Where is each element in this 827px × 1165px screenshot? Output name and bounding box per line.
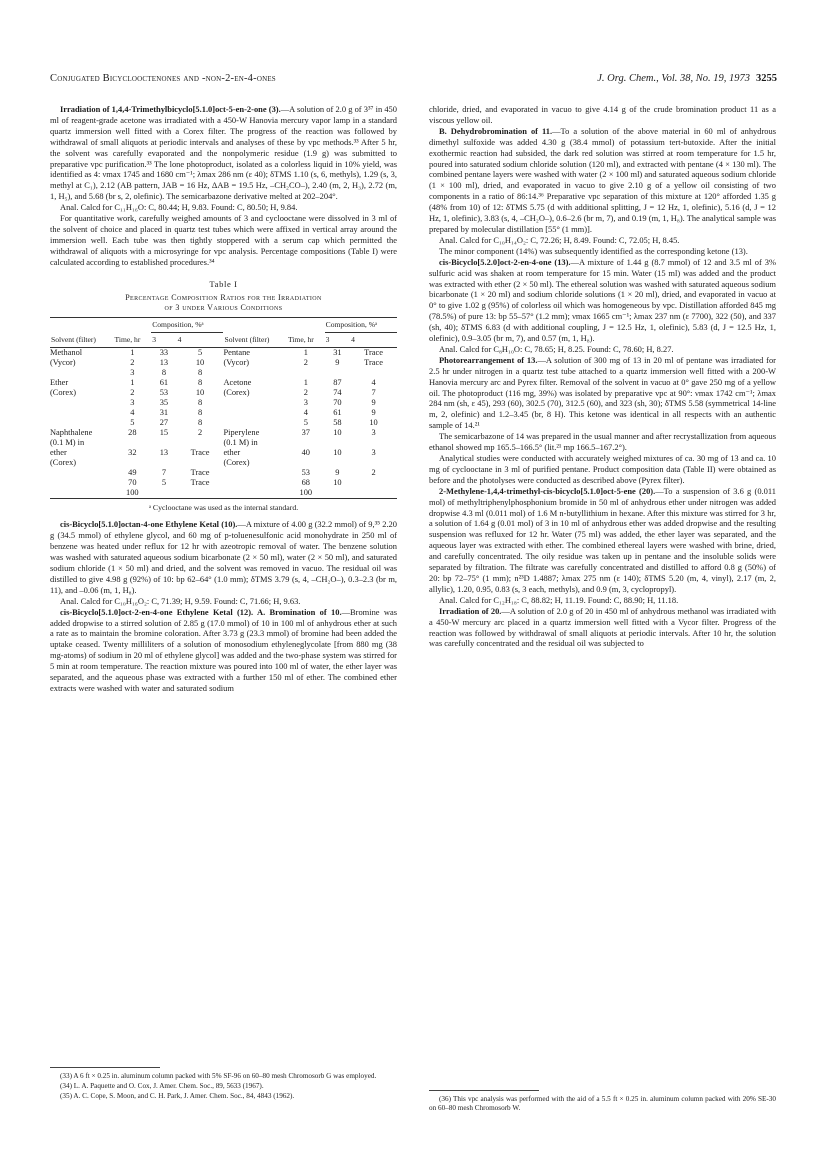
col-3-2: 3 (325, 332, 350, 347)
right-column (429, 104, 776, 649)
col-time: Time, hr (113, 317, 151, 347)
table-row (50, 347, 397, 358)
table-row (50, 448, 397, 458)
table-cell: 13 (159, 447, 169, 457)
table-cell (50, 418, 113, 428)
table-cell: 9 (371, 407, 376, 417)
table-cell: Acetone (223, 377, 252, 387)
table-cell (350, 488, 397, 499)
table-cell: 27 (159, 417, 169, 427)
table-row (50, 398, 397, 408)
composition-table (50, 317, 397, 499)
table-cell: Trace (364, 357, 383, 367)
table-cell (350, 478, 397, 488)
section-heading: Irradiation of 1,4,4-Trimethylbicyclo[5.1.0]oct-5-en-2-one (3). (60, 104, 281, 114)
table-cell (223, 408, 286, 418)
table-cell: 49 (128, 467, 137, 477)
col-solvent-2: Solvent (filter) (223, 317, 286, 347)
page-number: 3255 (756, 73, 777, 84)
paragraph-irradiation-20 (429, 606, 776, 650)
table-cell: 3 (130, 397, 135, 407)
table-cell: 53 (301, 467, 310, 477)
paragraph-ketone-13 (429, 257, 776, 344)
col-composition: Composition, %ᵃ (151, 317, 223, 332)
table-cell (223, 488, 286, 499)
table-cell: Piperylene (223, 427, 260, 437)
table-cell (177, 458, 224, 468)
table-body (50, 347, 397, 498)
footnotes-right (429, 1090, 776, 1114)
paragraph-methylene-20 (429, 486, 776, 595)
table-cell: 15 (159, 427, 169, 437)
table-cell: (Corex) (50, 457, 77, 467)
table-cell: 8 (197, 367, 203, 377)
table-cell: 9 (371, 397, 376, 407)
table-cell: 3 (371, 427, 376, 437)
table-cell (223, 398, 286, 408)
table-cell: 61 (159, 377, 169, 387)
table-row (50, 438, 397, 448)
paragraph-photorearrangement (429, 355, 776, 431)
table-cell: 4 (303, 407, 308, 417)
paragraph-analytical: Analytical studies were conducted with accurately weighed mixtures of ca. 30 mg of 13 and ca. 10 mg of cyclooctane in 3 ml of purified pentane. Product composition data (Table II) were obtained as before and the photolyses were conducted as described above (Pyrex filter). (429, 453, 776, 485)
footnotes-left (50, 1067, 397, 1102)
section-body: —To a solution of the above material in 60 ml of anhydrous dimethyl sulfoxide was added 4.30 g (38.4 mmol) of potassium tert-butoxide. After the initial exothermic reaction had subsided, the dark red solution was stirred at room temperature for 1.5 hr, poured into saturated sodium chloride solution (120 ml), and extracted with pentane (4 × 130 ml). The combined pentane layers were washed with water (2 × 100 ml) and saturated aqueous sodium chloride (1 × 100 ml), dried, and evaporated in vacuo to give 2.10 g of a yellow oil consisting of two components in a ratio of 86:14.³⁶ Preparative vpc separation of this mixture at 120° afforded 1.35 g (48% from 10) of 12: δTMS 5.75 (d with additional splitting, J = 12 Hz, 1, olefinic), 5.16 (d, J = 12 Hz, 1, olefinic), 3.83 (s, 4, –CH₂O–), 0.6–2.6 (br m, 7), and 0.19 (m, 1, H₈). The analytical sample was prepared by molecular distillation [55° (1 mm)]. (429, 125, 777, 234)
footnote-36: (36) This vpc analysis was performed with the aid of a 5.5 ft × 0.25 in. aluminum column packed with 20% SE-30 on 60–80 mesh Chromosorb W. (429, 1095, 776, 1112)
journal-name: J. Org. Chem., Vol. 38, No. 19, 1973 (597, 73, 750, 84)
paragraph-minor-component: The minor component (14%) was subsequently identified as the corresponding ketone (13). (439, 245, 748, 256)
col-3: 3 (151, 332, 176, 347)
table-cell (50, 398, 113, 408)
table-row (50, 388, 397, 398)
section-body: —To a suspension of 3.6 g (0.011 mol) of methyltriphenylphosphonium bromide in 50 ml of anhydrous ether under nitrogen was added dropwise 4.3 ml (0.011 mol) of 1.6 M n-butyllithium in hexane. After this mixture was stirred for 3 hr, a solution of 1.64 g (0.01 mol) of 3 in 10 ml of anhydrous ether was added dropwise and the resulting suspension was refluxed for 12 hr. Water (75 ml) was added, the ether layer was separated, and the aqueous layer was extracted with ether. The combined ethereal layers were washed with brine, dried, and carefully concentrated. The oily residue was taken up in pentane and the insoluble solids were separated by filtration. The filtrate was carefully concentrated and distilled to afford 0.8 g (50%) of 20: bp 72–75° (1 mm); n²³D 1.4887; λmax 275 nm (ε 140); δTMS 5.20 (m, 4, vinyl), 2.17 (m, 2, allylic), 1.20, 0.95, 0.83 (s, 3 each, methyls), and 0.9 (m, 3, cyclopropyl). (429, 485, 776, 594)
section-heading: Irradiation of 20. (439, 605, 502, 616)
section-heading: cis-Bicyclo[5.1.0]octan-4-one Ethylene Ketal (10). (60, 519, 238, 530)
table-cell (50, 368, 113, 378)
section-heading: cis-Bicyclo[5.1.0]oct-2-en-4-one Ethylene Ketal (12). A. Bromination of 10. (60, 606, 342, 617)
table-row (50, 408, 397, 418)
table-caption-line-2: of 3 under Various Conditions (164, 302, 283, 312)
table-cell: 5 (197, 347, 203, 357)
paragraph-ketal-10 (50, 519, 397, 595)
table-cell (287, 368, 325, 378)
table-cell: 4 (130, 407, 135, 417)
table-cell: 61 (333, 407, 342, 417)
table-cell (325, 488, 350, 499)
table-cell (177, 488, 224, 499)
table-cell: 10 (333, 447, 342, 457)
paragraph-dehydrobromination (429, 126, 776, 235)
table-cell: 10 (195, 387, 205, 397)
footnote-33: (33) A 6 ft × 0.25 in. aluminum column packed with 5% SF-96 on 60–80 mesh Chromosorb G was employed. (60, 1072, 377, 1080)
table-cell (287, 438, 325, 448)
table-cell: 9 (335, 357, 340, 367)
table-cell: Pentane (223, 347, 250, 357)
table-cell: 3 (371, 447, 376, 457)
table-cell: 68 (301, 477, 310, 487)
table-cell (113, 438, 151, 448)
table-cell (151, 488, 176, 499)
table-cell: 1 (303, 377, 308, 387)
table-row (50, 468, 397, 478)
table-cell: 3 (130, 367, 135, 377)
analysis-line: Anal. Calcd for C₁₀H₁₆O₂: C, 71.39; H, 9.59. Found: C, 71.66; H, 9.63. (60, 595, 301, 606)
table-cell: 32 (128, 447, 137, 457)
table-cell: Trace (190, 467, 210, 477)
table-cell (151, 458, 176, 468)
table-cell: 100 (299, 487, 313, 497)
section-heading: B. Dehydrobromination of 11. (439, 125, 553, 136)
table-cell: 10 (333, 477, 342, 487)
table-row (50, 368, 397, 378)
analysis-line: Anal. Calcd for C₈H₁₀O: C, 78.65; H, 8.25. Found: C, 78.60; H, 8.27. (439, 343, 674, 354)
table-cell (325, 368, 350, 378)
table-cell (325, 458, 350, 468)
table-cell: 2 (197, 427, 203, 437)
table-row (50, 418, 397, 428)
table-row (50, 458, 397, 468)
table-row (50, 428, 397, 438)
table-caption (50, 293, 397, 313)
table-footnote: ᵃ Cyclooctane was used as the internal standard. (148, 502, 299, 512)
table-cell: ether (50, 447, 67, 457)
section-heading: cis-Bicyclo[5.2.0]oct-2-en-4-one (13). (439, 256, 571, 267)
section-body: —A solution of 2.0 g of 3³⁷ in 450 ml of reagent-grade acetone was irradiated with a 450-W Hanovia mercury vapor lamp in a standard quartz immersion well fitted with a Corex filter. The progress of the reaction was followed by withdrawal of small aliquots at periodic intervals and analyses of these by vpc methods.³³ After 5 hr, the solvent was carefully evaporated and the nonpolymeric residue (1.9 g) was submitted to preparative vpc purification.³³ The lone photoproduct, isolated as a colorless liquid in 10% yield, was identified as 4: νmax 1745 and 1680 cm⁻¹; λmax 286 nm (ε 40); δTMS 1.10 (s, 6, methyls), 1.29 (s, 3, methyl at C₁), 2.12 (AB pattern, JAB = 16 Hz, ΔAB = 19.5 Hz, –CH₂CO–), 2.40 (m, 2, H₃), 2.72 (m, 1, H₅), and 5.68 (br s, 2, olefinic). The semicarbazone derivative melted at 202–204°. (50, 104, 397, 202)
journal-citation (597, 73, 777, 84)
table-cell: 1 (130, 377, 135, 387)
table-cell: 37 (301, 427, 310, 437)
table-cell: 2 (130, 387, 135, 397)
running-title: Conjugated Bicyclooctenones and -non-2-en-4-ones (50, 73, 276, 84)
col-composition-2: Composition, %ᵃ (325, 317, 397, 332)
table-cell (50, 408, 113, 418)
table-cell: (0.1 M) in (50, 437, 85, 447)
table-cell: 2 (303, 357, 308, 367)
table-cell: ether (223, 447, 241, 457)
table-cell (50, 468, 113, 478)
running-header (50, 73, 777, 89)
table-caption-line-1: Percentage Composition Ratios for the Irradiation (125, 292, 322, 302)
table-cell (223, 468, 286, 478)
col-solvent: Solvent (filter) (50, 317, 113, 347)
table-cell (350, 368, 397, 378)
analysis-line: Anal. Calcd for C₁₁H₁₆O: C, 80.44; H, 9.83. Found: C, 80.50; H, 9.84. (60, 202, 298, 213)
analysis-line: Anal. Calcd for C₁₂H₁₈: C, 88.82; H, 11.19. Found: C, 88.90; H, 11.18. (439, 594, 679, 605)
paragraph-quantitative: For quantitative work, carefully weighed amounts of 3 and cyclooctane were dissolved in 3 ml of the solvent of choice and placed in quartz test tubes which were affixed in vertical array around the immersion well. Each tube was then tightly stoppered with a serum cap which permitted the withdrawal of aliquots with a microsyringe for vpc analysis. Percentage compositions (Table I) were calculated according to established procedures.³⁴ (50, 213, 397, 267)
paragraph-semicarbazone: The semicarbazone of 14 was prepared in the usual manner and after recrystallization from aqueous ethanol showed mp 165.5–166.5° (lit.²¹ mp 166.5–167.2°). (429, 431, 776, 453)
table-row (50, 488, 397, 499)
table-cell: 13 (159, 357, 169, 367)
table-cell: 28 (128, 427, 137, 437)
col-4: 4 (177, 332, 224, 347)
footnote-rule (50, 1067, 160, 1068)
footnote-rule (429, 1090, 539, 1091)
left-column (50, 104, 397, 694)
table-cell: 7 (371, 387, 376, 397)
table-cell (287, 458, 325, 468)
table-cell: 10 (333, 427, 342, 437)
section-body: —A solution of 300 mg of 13 in 20 ml of pentane was irradiated for 2.5 hr under nitrogen in a quartz test tube attached to a quartz immersion well fitted with a 200-W Hanovia mercury arc and Pyrex filter. Removal of the solvent in vacuo at 0° gave 250 mg of a yellow oil. The photoproduct (116 mg, 39%) was isolated by preparative vpc at 90°: νmax 1742 cm⁻¹; λmax 284 nm (sh, ε 45), 293 (60), 302.5 (70), 312.5 (60), and 323 (sh, 30); δTMS 5.58 (symmetrical 14-line m, 2, olefinic) and 1.2–3.45 (br, 8 H). This ketone was identical in all respects with an authentic sample of 14.²¹ (429, 354, 776, 431)
table-1 (50, 279, 397, 514)
section-body: —Bromine was added dropwise to a stirred solution of 2.85 g (17.0 mmol) of 10 in 100 ml of anhydrous ether at such a rate as to maintain the bromine coloration. After 3.73 g (23.3 mmol) of bromine had been added the uptake ceased. Twenty milliliters of a solution of monosodium ethyleneglycolate [from 880 mg (38 mg-atoms) of sodium in 20 ml of ethylene glycol] was added and the two-phase system was stirred for 5 min at room temperature. The reaction mixture was poured into 100 ml of water, the ether layer was separated, and the aqueous phase was extracted with a further 150 ml of ether. The combined ether extracts were washed with water and saturated sodium (50, 606, 397, 693)
table-row (50, 378, 397, 388)
table-row (50, 358, 397, 368)
section-heading: 2-Methylene-1,4,4-trimethyl-cis-bicyclo[5.1.0]oct-5-ene (20). (439, 485, 656, 496)
section-body: —A solution of 2.0 g of 20 in 450 ml of anhydrous methanol was irradiated with a 450-W mercury arc placed in a quartz immersion well fitted with a Vycor filter. Progress of the reaction was followed by withdrawal of small aliquots at periodic intervals. After 10 hr, the solution was carefully concentrated and the residual oil was subjected to (429, 605, 777, 649)
table-cell: 31 (159, 407, 169, 417)
table-cell: 100 (126, 487, 139, 497)
table-cell: 87 (333, 377, 342, 387)
table-cell: 10 (195, 357, 205, 367)
table-cell: 5 (303, 417, 308, 427)
table-cell: 53 (159, 387, 169, 397)
table-cell: 35 (159, 397, 169, 407)
section-body: —A mixture of 1.44 g (8.7 mmol) of 12 and 3.5 ml of 3% sulfuric acid was shaken at room temperature for 15 min. Water (15 ml) was added and the product was extracted with ether (2 × 50 ml). The ethereal solution was washed with saturated aqueous sodium bicarbonate (1 × 20 ml) and sodium chloride solutions (1 × 20 ml), dried, and evaporated in vacuo at 0° to give 1.02 g (95%) of colorless oil which was homogeneous by vpc. Distillation afforded 845 mg (78.5%) of pure 13: bp 55–57° (1.2 mm); νmax 1665 cm⁻¹; λmax 237 nm (ε 7700), 322 (50), and 337 (sh, 40); δTMS 6.83 (d with additional coupling, J = 12.5 Hz, 1, olefinic), 5.83 (d, J = 12.5 Hz, 1, olefinic), 0.9–3.05 (br m, 7), and 0.57 (m, 1, H₈). (429, 256, 776, 344)
table-cell (50, 488, 113, 499)
table-cell: (0.1 M) in (223, 437, 258, 447)
table-cell: 40 (301, 447, 310, 457)
table-cell: 5 (130, 417, 135, 427)
table-cell (151, 438, 176, 448)
col-4-2: 4 (350, 332, 397, 347)
table-cell: 3 (303, 397, 308, 407)
footnote-34: (34) L. A. Paquette and O. Cox, J. Amer. Chem. Soc., 89, 5633 (1967). (60, 1082, 264, 1090)
table-cell: (Vycor) (50, 357, 76, 367)
table-cell (223, 418, 286, 428)
table-cell: Ether (50, 377, 69, 387)
table-cell: 9 (335, 467, 340, 477)
table-cell: 5 (161, 477, 166, 487)
table-cell: 8 (197, 417, 203, 427)
table-cell: (Corex) (223, 457, 250, 467)
table-cell (223, 478, 286, 488)
paragraph-ketal-12 (50, 607, 397, 694)
table-cell: 10 (369, 417, 378, 427)
table-cell: (Corex) (223, 387, 250, 397)
table-cell: 8 (161, 367, 166, 377)
table-cell (113, 458, 151, 468)
footnote-35: (35) A. C. Cope, S. Moon, and C. H. Park, J. Amer. Chem. Soc., 84, 4843 (1962). (60, 1092, 295, 1100)
table-cell: (Vycor) (223, 357, 250, 367)
table-cell: 33 (159, 347, 169, 357)
table-cell: 74 (333, 387, 342, 397)
table-cell (177, 438, 224, 448)
table-cell: 4 (371, 377, 376, 387)
analysis-line: Anal. Calcd for C₁₀H₁₄O₂: C, 72.26; H, 8.49. Found: C, 72.05; H, 8.45. (439, 234, 680, 245)
table-cell: Trace (364, 347, 383, 357)
paragraph-continuation: chloride, dried, and evaporated in vacuo to give 4.14 g of the crude bromination product 11 as a viscous yellow oil. (429, 104, 776, 125)
table-cell: (Corex) (50, 387, 77, 397)
table-cell: 8 (197, 407, 203, 417)
table-cell (350, 438, 397, 448)
table-title: Table I (209, 278, 238, 289)
table-cell: 2 (303, 387, 308, 397)
table-row (50, 478, 397, 488)
paragraph-irradiation-3 (50, 104, 397, 202)
table-cell (223, 368, 286, 378)
table-cell: Methanol (50, 347, 83, 357)
table-cell: 8 (197, 397, 203, 407)
table-cell: Trace (190, 477, 210, 487)
table-cell: 8 (197, 377, 203, 387)
table-cell (350, 458, 397, 468)
table-cell: 1 (303, 347, 308, 357)
table-header-row (50, 317, 397, 332)
table-cell: 2 (130, 357, 135, 367)
table-cell: 1 (130, 347, 135, 357)
col-time-2: Time, hr (287, 317, 325, 347)
table-cell: 2 (371, 467, 376, 477)
table-cell: 7 (161, 467, 166, 477)
table-cell: 70 (128, 477, 137, 487)
table-cell: Trace (190, 447, 210, 457)
section-body: —A mixture of 4.00 g (32.2 mmol) of 9,³⁵ 2.20 g (34.5 mmol) of ethylene glycol, and 60 mg of p-toluenesulfonic acid monohydrate in 250 ml of benzene was heated under reflux for 12 hr with azeotropic removal of water. The benzene solution was washed with saturated aqueous sodium bicarbonate (2 × 50 ml), water (2 × 50 ml), and saturated sodium chloride (1 × 50 ml) and dried, and the solvent was removed in vacuo. The residual oil was distilled to give 4.98 g (92%) of 10: bp 62–64° (1.0 mm); δTMS 3.79 (s, 4, –CH₂O–), 0.3–2.3 (br m, 11), and –0.06 (m, 1, H₈). (50, 519, 397, 595)
table-cell (325, 438, 350, 448)
table-cell: 31 (333, 347, 342, 357)
table-cell: 70 (333, 397, 342, 407)
section-heading: Photorearrangement of 13. (439, 354, 538, 365)
table-cell: Naphthalene (50, 427, 93, 437)
table-cell: 58 (333, 417, 342, 427)
table-cell (50, 478, 113, 488)
